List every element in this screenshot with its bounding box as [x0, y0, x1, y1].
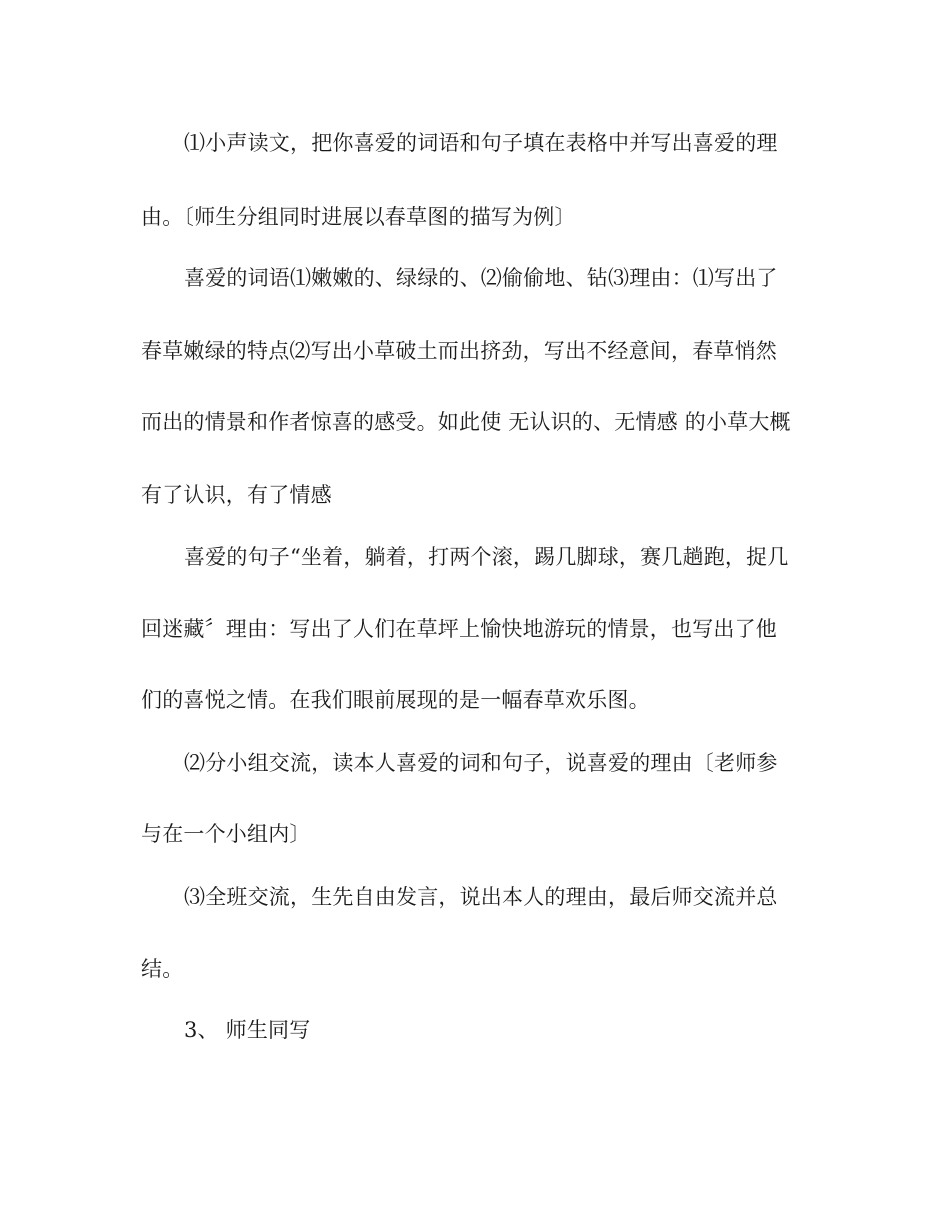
paragraph-3-line-2: 回迷藏〞理由：写出了人们在草坪上愉快地游玩的情景，也写出了他	[141, 617, 777, 641]
paragraph-2-line-4: 有了认识，有了情感	[141, 483, 332, 507]
paragraph-4-line-1: ⑵分小组交流，读本人喜爱的词和句子，说喜爱的理由〔老师参	[184, 751, 778, 775]
paragraph-3-line-1: 喜爱的句子“坐着，躺着，打两个滚，踢几脚球，赛几趟跑，捉几	[184, 545, 789, 569]
section-heading-3: 3、 师生同写	[184, 1018, 311, 1042]
paragraph-2-line-3: 而出的情景和作者惊喜的感受。如此使 无认识的、无情感 的小草大概	[141, 410, 791, 434]
paragraph-1-line-1: ⑴小声读文，把你喜爱的词语和句子填在表格中并写出喜爱的理	[184, 131, 778, 155]
paragraph-2-line-1: 喜爱的词语⑴嫩嫩的、绿绿的、⑵偷偷地、钻⑶理由：⑴写出了	[184, 266, 778, 290]
paragraph-5-line-2: 结。	[141, 957, 184, 981]
paragraph-2-line-2: 春草嫩绿的特点⑵写出小草破土而出挤劲，写出不经意间，春草悄然	[141, 339, 777, 363]
paragraph-3-line-3: 们的喜悦之情。在我们眼前展现的是一幅春草欢乐图。	[141, 688, 650, 712]
paragraph-1-line-2: 由。〔师生分组同时进展以春草图的描写为例〕	[141, 205, 576, 229]
paragraph-4-line-2: 与在一个小组内〕	[141, 822, 311, 846]
paragraph-5-line-1: ⑶全班交流，生先自由发言，说出本人的理由，最后师交流并总	[184, 885, 778, 909]
